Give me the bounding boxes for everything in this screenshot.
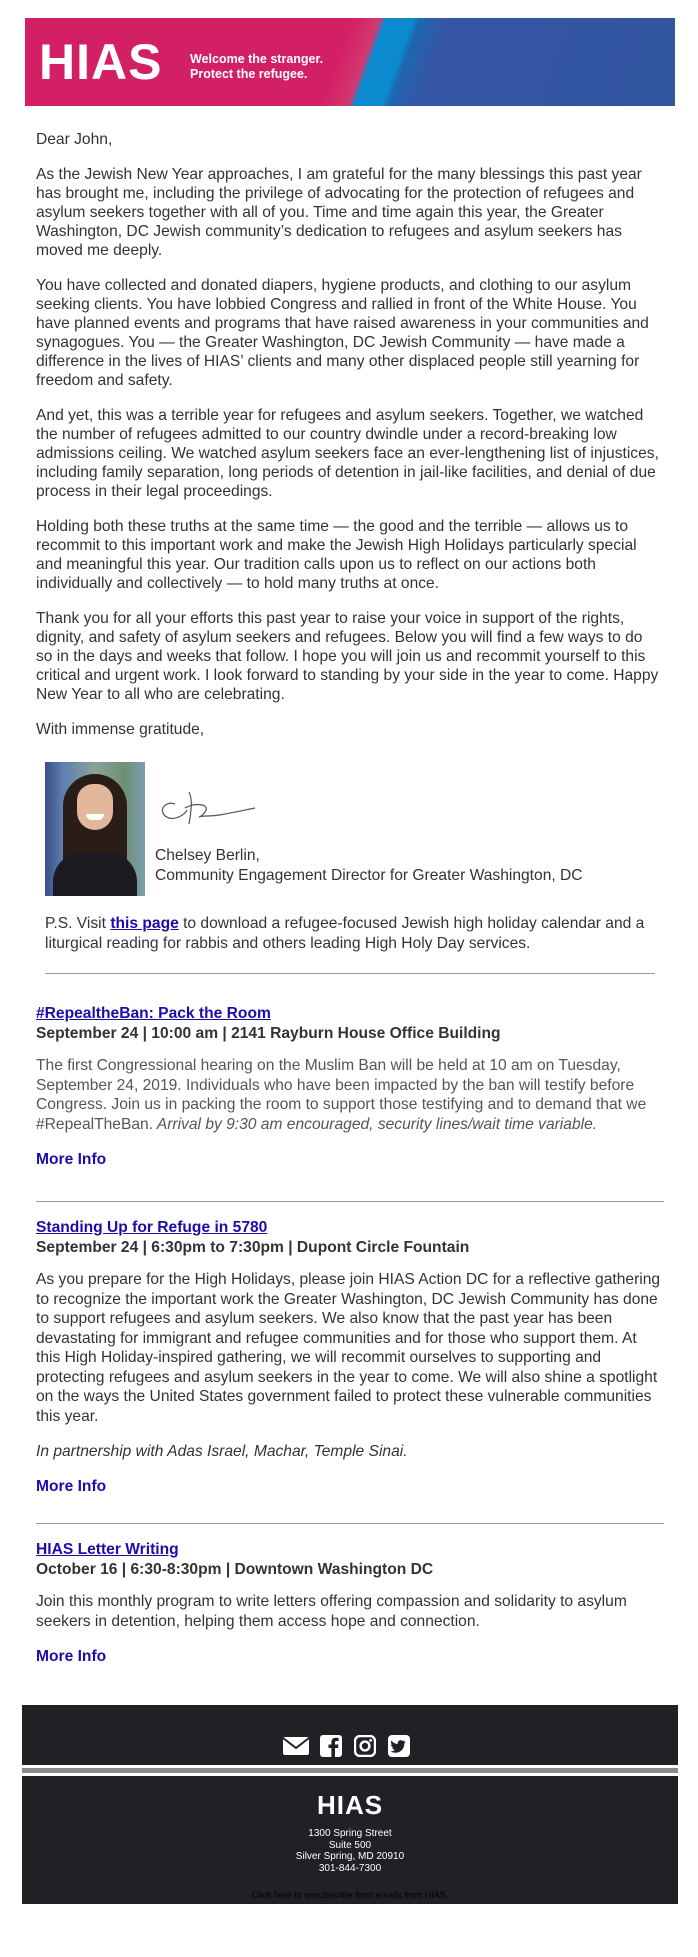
letter-paragraph: Holding both these truths at the same time — the good and the terrible — allows us to recommit to this important work and make the Jewish High Holidays particularly special and meaningful this year. Our tradition calls upon us to reflect on our actions both individually and collectively — to hold many truths at once. <box>36 518 637 592</box>
postscript <box>45 914 655 954</box>
signature-block <box>45 762 645 896</box>
email-icon[interactable] <box>282 1735 306 1757</box>
ps-prefix: P.S. Visit <box>45 915 111 932</box>
tagline <box>190 52 323 82</box>
address-line: Silver Spring, MD 20910 <box>295 1851 405 1862</box>
event-item <box>36 1540 664 1666</box>
event-title-link[interactable]: Standing Up for Refuge in 5780 <box>36 1219 268 1236</box>
event-item <box>36 1004 664 1169</box>
greeting: Dear John, <box>36 131 113 148</box>
footer-logo: HIAS <box>316 1790 384 1820</box>
instagram-icon[interactable] <box>354 1735 378 1757</box>
twitter-icon[interactable] <box>388 1735 412 1757</box>
event-description: As you prepare for the High Holidays, please join HIAS Action DC for a reflective gathering to recognize the important work the Greater Washington, DC Jewish Community has done to support refugees and asylum seekers. We also know that the past year has been devastating for immigrant and refugee communities and for those who support them. At this High Holiday-inspired gathering, we will recommit ourselves to supporting and protecting refugees and asylum seekers in the year to come. We will also shine a spotlight on the ways the United States government failed to protect these vulnerable communities this year. <box>36 1271 661 1425</box>
event-title-link[interactable]: #RepealtheBan: Pack the Room <box>36 1005 271 1022</box>
social-bar <box>22 1705 678 1765</box>
signer-name: Chelsey Berlin, <box>155 847 260 864</box>
letter-paragraph: Thank you for all your efforts this past year to raise your voice in support of the rights, dignity, and safety of asylum seekers and refugees. Below you will find a few ways to do so in the days and weeks that follow. I hope you will join us and recommit yourself to this critical and urgent work. I look forward to standing by your side in the year to come. Happy New Year to all who are celebrating. <box>36 610 659 703</box>
hias-logo: HIAS <box>39 34 163 90</box>
this-page-link[interactable]: this page <box>110 915 179 932</box>
letter-paragraph: You have collected and donated diapers, hygiene products, and clothing to our asylum seeking clients. You have lobbied Congress and rallied in front of the White House. You have planned events and programs that have raised awareness in your communities and synagogues. You — the Greater Washington, DC Jewish Community — have made a difference in the lives of HIAS’ clients and many other displaced people still yearning for freedom and safety. <box>36 277 649 389</box>
unsubscribe-link[interactable]: Click here to unsubscribe from emails from HIAS. <box>251 1890 449 1900</box>
more-info-link[interactable]: More Info <box>36 1648 107 1665</box>
event-title-link[interactable]: HIAS Letter Writing <box>36 1541 179 1558</box>
footer <box>22 1776 678 1904</box>
event-date: September 24 | 10:00 am | 2141 Rayburn House Office Building <box>36 1025 501 1042</box>
facebook-icon[interactable] <box>320 1735 344 1757</box>
tagline-line1: Welcome the stranger. <box>190 52 324 66</box>
event-date: September 24 | 6:30pm to 7:30pm | Dupont Circle Fountain <box>36 1239 470 1256</box>
more-info-link[interactable]: More Info <box>36 1151 107 1168</box>
address-line: Suite 500 <box>328 1839 372 1851</box>
ps-suffix: to download a refugee-focused Jewish high holiday calendar and a liturgical reading for rabbis and others leading High Holy Day services. <box>45 915 645 952</box>
event-date: October 16 | 6:30-8:30pm | Downtown Washington DC <box>36 1561 434 1578</box>
letter-body <box>36 130 662 755</box>
signer-title: Community Engagement Director for Greater Washington, DC <box>155 867 583 884</box>
author-photo <box>45 762 145 896</box>
phone-number: 301-844-7300 <box>318 1862 382 1874</box>
divider <box>36 1523 664 1524</box>
tagline-line2: Protect the refugee. <box>190 67 308 81</box>
footer-address <box>22 1828 678 1874</box>
divider <box>36 1201 664 1202</box>
letter-paragraph: As the Jewish New Year approaches, I am grateful for the many blessings this past year has brought me, including the privilege of advocating for the protection of refugees and asylum seekers together with all of you. Time and time again this year, the Greater Washington, DC Jewish community’s dedication to refugees and asylum seekers has moved me deeply. <box>36 166 642 259</box>
header-banner[interactable] <box>25 18 675 106</box>
event-description: The first Congressional hearing on the Muslim Ban will be held at 10 am on Tuesday, September 24, 2019. Individuals who have been impacted by the ban will testify before Congress. Join us in packing the room to support those testifying and to demand that we #RepealTheBan. Arrival by 9:30 am encouraged, security lines/wait time variable. <box>36 1057 647 1133</box>
signer <box>155 846 583 886</box>
event-item <box>36 1218 664 1496</box>
more-info-link[interactable]: More Info <box>36 1478 107 1495</box>
event-description: Join this monthly program to write letters offering compassion and solidarity to asylum seekers in detention, helping them access hope and connection. <box>36 1593 627 1630</box>
address-line: 1300 Spring Street <box>308 1828 392 1839</box>
divider <box>45 973 655 974</box>
handwritten-signature <box>155 782 265 832</box>
letter-paragraph: And yet, this was a terrible year for refugees and asylum seekers. Together, we watched the number of refugees admitted to our country dwindle under a record-breaking low admissions ceiling. We watched asylum seekers face an ever-lengthening list of injustices, including family separation, long periods of detention in jail-like facilities, and denial of due process in their legal proceedings. <box>36 407 659 500</box>
closing: With immense gratitude, <box>36 721 205 738</box>
event-note: In partnership with Adas Israel, Machar, Temple Sinai. <box>36 1443 408 1460</box>
